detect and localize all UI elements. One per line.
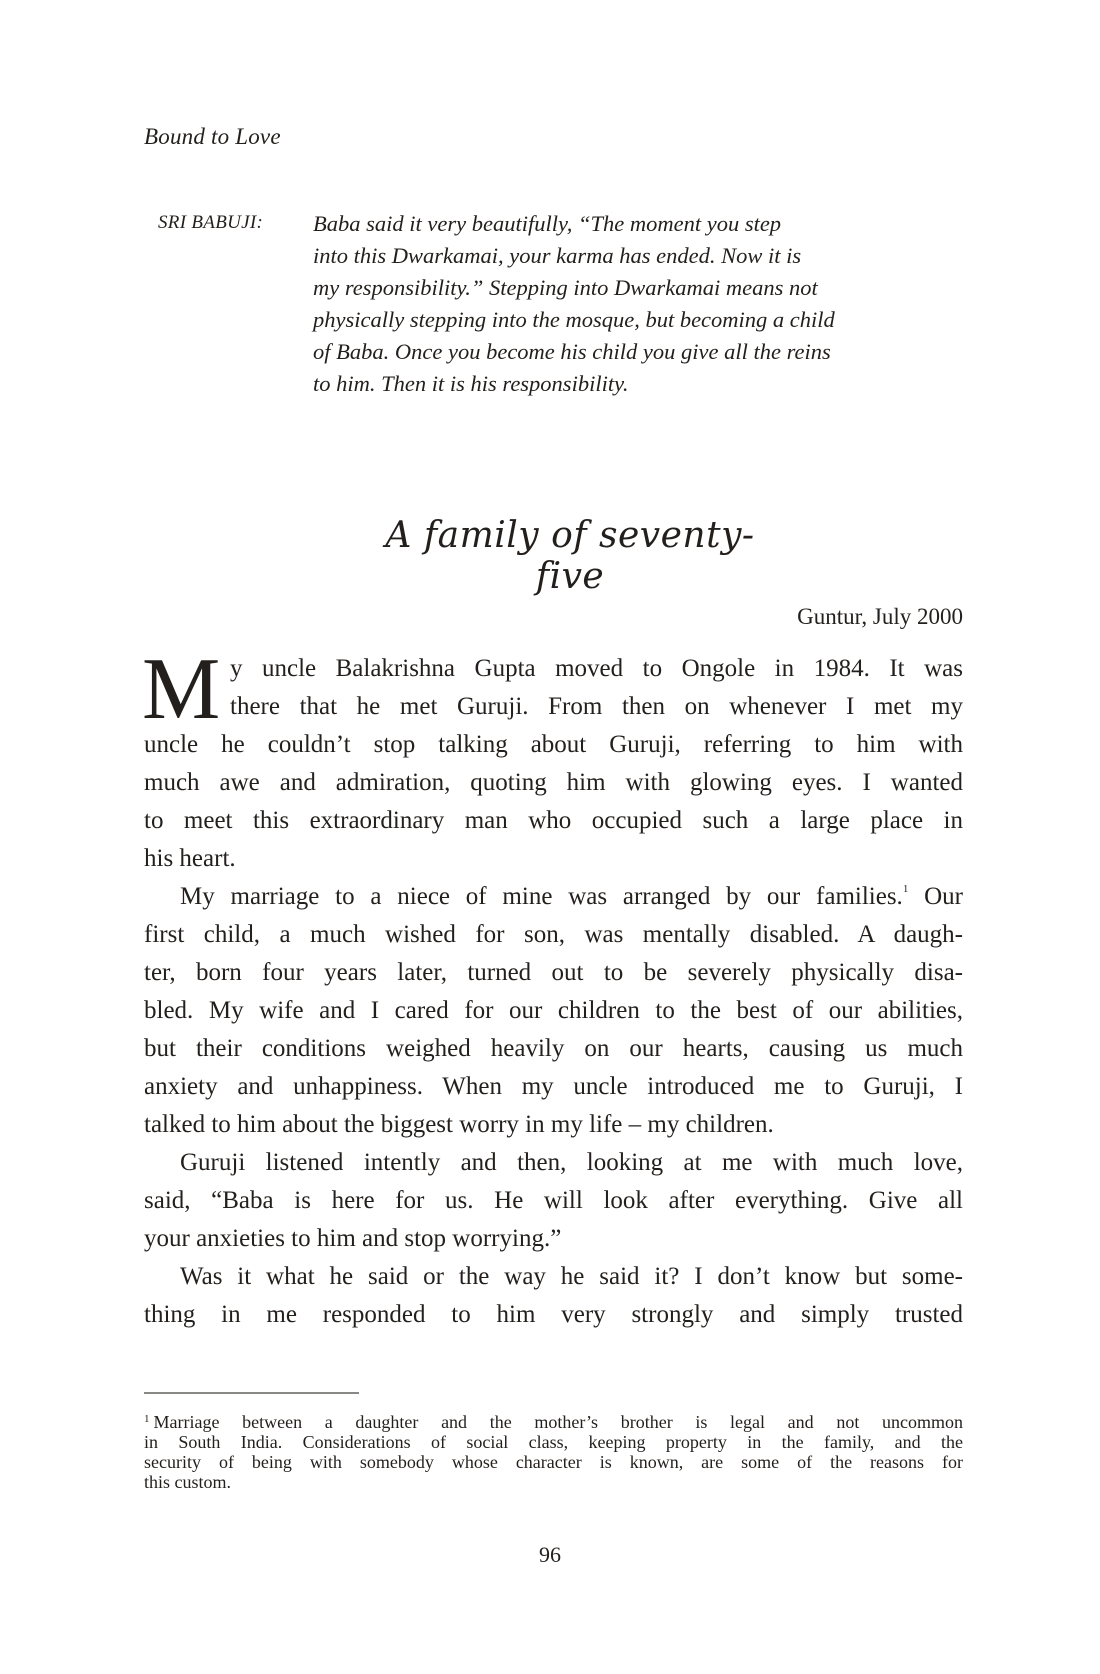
body-line: Guruji listened intently and then, looking at me with much love,	[180, 1149, 963, 1176]
body-line: but their conditions weighed heavily on our hearts, causing us much	[144, 1035, 963, 1062]
footnote	[144, 1412, 963, 1492]
body-line: there that he met Guruji. From then on whenever I met my	[230, 693, 963, 720]
body-line: bled. My wife and I cared for our children to the best of our abilities,	[144, 997, 963, 1024]
footnote-line: security of being with somebody whose character is known, are some of the reasons for	[144, 1452, 963, 1472]
quote-line: Baba said it very beautifully, “The moment you step	[313, 211, 782, 236]
body-line: first child, a much wished for son, was mentally disabled. A daugh-	[144, 921, 963, 948]
body-line: much awe and admiration, quoting him with glowing eyes. I wanted	[144, 769, 963, 796]
speaker-label: SRI BABUJI:	[158, 212, 264, 233]
body-line-text: My marriage to a niece of mine was arranged by our families.	[180, 883, 903, 910]
footnote-marker: 1	[144, 1413, 150, 1425]
body-text	[142, 641, 963, 1334]
footnote-line-text: Marriage between a daughter and the mother’s brother is legal and not uncommon	[153, 1412, 963, 1432]
footnote-divider	[144, 1392, 359, 1394]
body-line: ter, born four years later, turned out to be severely physically disa-	[144, 959, 963, 986]
body-line: thing in me responded to him very strongly and simply trusted	[144, 1301, 963, 1328]
running-head: Bound to Love	[144, 124, 281, 149]
body-line: talked to him about the biggest worry in my life – my children.	[144, 1111, 774, 1138]
footnote-line: this custom.	[144, 1472, 232, 1492]
section-title: A family of seventy-five	[385, 515, 755, 597]
body-line: said, “Baba is here for us. He will look after everything. Give all	[144, 1187, 963, 1214]
quote-line: to him. Then it is his responsibility.	[313, 371, 629, 396]
footnote-line	[144, 1412, 963, 1432]
drop-cap: M	[142, 641, 221, 738]
body-line: uncle he couldn’t stop talking about Guruji, referring to him with	[144, 731, 963, 758]
body-line: Was it what he said or the way he said it? I don’t know but some-	[180, 1263, 963, 1290]
page-number: 96	[539, 1542, 561, 1567]
quote-line: into this Dwarkamai, your karma has ended. Now it is	[313, 243, 802, 268]
footnote-line: in South India. Considerations of social class, keeping property in the family, and the	[144, 1432, 963, 1452]
quote-line: of Baba. Once you become his child you give all the reins	[313, 339, 831, 364]
speaker-quote	[313, 208, 933, 400]
quote-line: my responsibility.” Stepping into Dwarkamai means not	[313, 275, 818, 300]
body-line: anxiety and unhappiness. When my uncle introduced me to Guruji, I	[144, 1073, 963, 1100]
body-line: to meet this extraordinary man who occupied such a large place in	[144, 807, 963, 834]
dateline: Guntur, July 2000	[797, 604, 963, 629]
footnote-reference[interactable]: 1	[902, 883, 909, 895]
body-line: your anxieties to him and stop worrying.”	[144, 1225, 562, 1252]
body-line: y uncle Balakrishna Gupta moved to Ongole in 1984. It was	[230, 655, 963, 682]
body-line: his heart.	[144, 845, 236, 872]
body-line-text: Our	[908, 883, 963, 910]
quote-line: physically stepping into the mosque, but becoming a child	[313, 307, 835, 332]
body-line	[144, 878, 963, 916]
